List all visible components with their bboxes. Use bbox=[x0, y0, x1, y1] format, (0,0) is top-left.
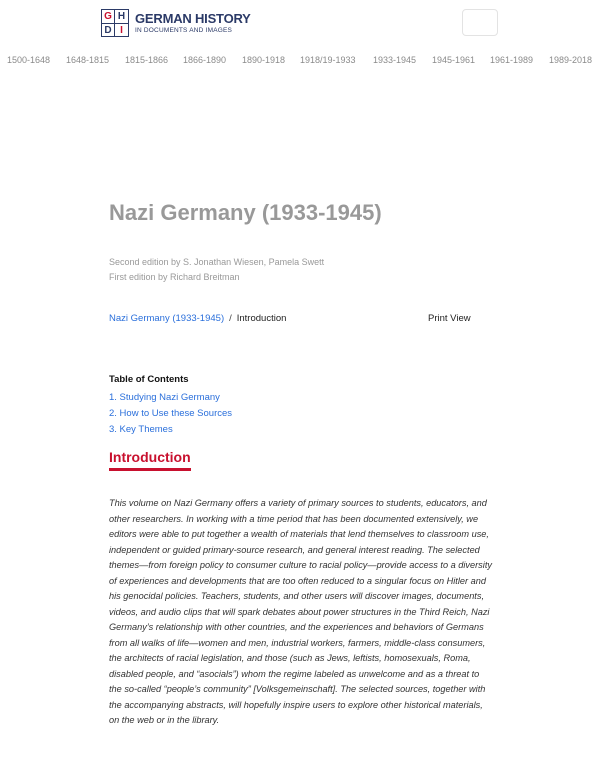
first-edition-credit: First edition by Richard Breitman bbox=[109, 272, 240, 282]
period-link-1933-1945[interactable]: 1933-1945 bbox=[373, 55, 417, 65]
section-heading: Introduction bbox=[109, 449, 191, 471]
logo-letter-g: G bbox=[102, 10, 115, 24]
breadcrumb-parent-link[interactable]: Nazi Germany (1933-1945) bbox=[109, 313, 225, 324]
logo-letter-h: H bbox=[115, 10, 128, 24]
breadcrumb-current: Introduction bbox=[236, 313, 287, 324]
print-view-link[interactable]: Print View bbox=[428, 313, 471, 324]
page-title: Nazi Germany (1933-1945) bbox=[109, 200, 382, 225]
toc-item-key-themes[interactable]: 3. Key Themes bbox=[109, 424, 173, 435]
logo-subtitle: IN DOCUMENTS AND IMAGES bbox=[135, 26, 233, 34]
menu-button[interactable] bbox=[462, 9, 498, 36]
logo-letter-d: D bbox=[102, 24, 115, 37]
toc-item-how-to-use[interactable]: 2. How to Use these Sources bbox=[109, 408, 233, 419]
period-link-1648-1815[interactable]: 1648-1815 bbox=[66, 55, 110, 65]
period-link-1500-1648[interactable]: 1500-1648 bbox=[7, 55, 51, 65]
period-link-1890-1918[interactable]: 1890-1918 bbox=[242, 55, 286, 65]
site-logo[interactable] bbox=[101, 9, 251, 37]
second-edition-credit: Second edition by S. Jonathan Wiesen, Pamela Swett bbox=[109, 257, 325, 267]
toc-heading: Table of Contents bbox=[109, 374, 189, 385]
breadcrumb bbox=[109, 313, 286, 324]
period-link-1918-1933[interactable]: 1918/19-1933 bbox=[300, 55, 356, 65]
logo-title: GERMAN HISTORY bbox=[135, 10, 251, 26]
breadcrumb-separator: / bbox=[229, 313, 232, 324]
logo-text bbox=[135, 12, 251, 35]
logo-letter-i: I bbox=[120, 25, 123, 36]
toc-item-studying[interactable]: 1. Studying Nazi Germany bbox=[109, 392, 220, 403]
intro-paragraph: This volume on Nazi Germany offers a variety of primary sources to students, educators, and other researchers. In working with a time period that has been documented extensively, we editors were able to put together a wealth of materials that lend themselves to classroom use, independent or guided primary-source research, and general interest reading. The selected themes—from foreign policy to consumer culture to racial policy—provide access to a diversity of experiences and developments that are too often reduced to a singular focus on Hitler and his genocidal policies. Teachers, students, and other users will discover images, documents, videos, and audio clips that will spark debates about power structures in the Third Reich, Nazi Germany’s relationship with other countries, and the experiences and behaviors of Germans from all walks of life—women and men, industrial workers, farmers, middle-class consumers, the architects of racial legislation, and those (such as Jews, leftists, homosexuals, Roma, disabled people, and “asocials”) whom the regime labeled as unwelcome and as a threat to the so-called “people’s community” [Volksgemeinschaft]. The selected sources, together with the accompanying abstracts, will hopefully inspire users to explore other historical materials, on the web or in the library. bbox=[109, 498, 492, 725]
period-link-1945-1961[interactable]: 1945-1961 bbox=[432, 55, 476, 65]
period-link-1815-1866[interactable]: 1815-1866 bbox=[125, 55, 169, 65]
period-link-1866-1890[interactable]: 1866-1890 bbox=[183, 55, 227, 65]
logo-mark bbox=[101, 9, 129, 37]
period-link-1961-1989[interactable]: 1961-1989 bbox=[490, 55, 534, 65]
period-nav bbox=[0, 55, 600, 69]
period-link-1989-2018[interactable]: 1989-2018 bbox=[549, 55, 593, 65]
